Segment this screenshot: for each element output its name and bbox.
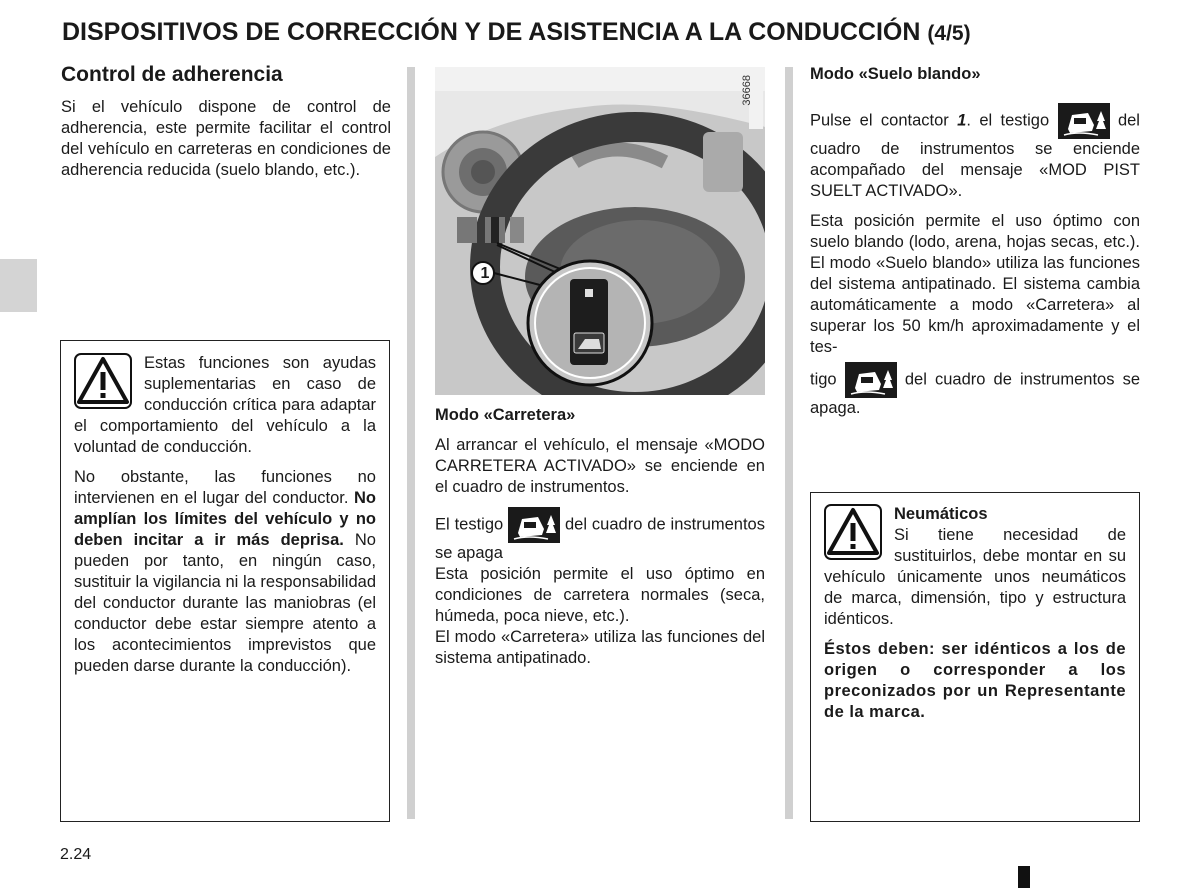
carretera-p3: Esta posición permite el uso óptimo en condiciones de carretera normales (seca, húmeda, poca nieve, etc.).	[435, 565, 765, 625]
carretera-p1: Al arrancar el vehículo, el mensaje «MODO CARRETERA ACTIVADO» se enciende en el cuadro de instrumentos.	[435, 436, 765, 496]
page-title	[62, 18, 1182, 47]
carretera-p4: El modo «Carretera» utiliza las funciones del sistema antipatinado.	[435, 628, 765, 667]
middle-text	[435, 405, 765, 678]
section-heading-carretera: Modo «Carretera»	[435, 406, 576, 424]
suelo-blando-p2: Esta posición permite el uso óptimo con suelo blando (lodo, arena, hojas secas, etc.). El modo «Suelo blando» utiliza las funciones del sistema antipatinado. El sistema cambia automáticamente a modo «Carretera» al superar los 50 km/h aproximadamente y el tes-	[810, 212, 1140, 356]
warning-box-right	[810, 492, 1140, 822]
suelo-blando-p3: tigo del cuadro de instrumentos se apaga.	[810, 362, 1140, 419]
warning-icon	[74, 353, 132, 409]
skid-control-warning-icon	[508, 507, 560, 543]
warning-left-p2: No obstante, las funciones no intervienen en el lugar del conductor. No amplían los límites del vehículo y no deben incitar a ir más deprisa. No pueden por tanto, en ningún caso, sustituir la vigilancia ni la responsabilidad del conductor durante las maniobras (el conductor debe estar siempre atento a los acontecimientos imprevistos que pueden darse durante la conducción).	[74, 468, 376, 675]
page-end-marker	[1018, 866, 1030, 888]
page-title-text: DISPOSITIVOS DE CORRECCIÓN Y DE ASISTENCIA A LA CONDUCCIÓN	[62, 18, 921, 46]
warning-box-left	[60, 340, 390, 822]
intro-paragraph: Si el vehículo dispone de control de adherencia, este permite facilitar el control del vehículo en carreteras en condiciones de adherencia reducida (suelo blando, etc.).	[61, 98, 391, 179]
steering-wheel-illustration	[435, 67, 765, 395]
column-separator-left	[407, 67, 415, 819]
chapter-tab	[0, 259, 37, 312]
warning-right-title: Neumáticos	[894, 505, 988, 523]
warning-right-p1: Si tiene necesidad de sustituirlos, debe montar en su vehículo únicamente unos neumáticos de marca, dimensión, tipo y estructura idénticos.	[824, 526, 1126, 628]
carretera-p2: El testigo del cuadro de instrumentos se apaga	[435, 507, 765, 564]
callout-number-1: 1	[480, 265, 490, 282]
skid-control-warning-icon	[1058, 103, 1110, 139]
suelo-blando-p1: Pulse el contactor 1. el testigo del cuadro de instrumentos se enciende acompañado del mensaje «MOD PIST SUELT ACTIVADO».	[810, 103, 1140, 202]
section-heading-adherencia: Control de adherencia	[61, 63, 283, 86]
right-text	[810, 64, 1140, 428]
warning-icon	[824, 504, 882, 560]
page-number: 2.24	[60, 846, 92, 863]
page-title-part: (4/5)	[927, 22, 971, 45]
warning-left-p1: Estas funciones son ayudas suplementarias en caso de conducción crítica para adaptar el comportamiento del vehículo a la voluntad de conducción.	[74, 354, 376, 456]
column-separator-right	[785, 67, 793, 819]
skid-control-warning-icon	[845, 362, 897, 398]
dashboard-photo	[435, 67, 765, 395]
warning-right-p2: Éstos deben: ser idénticos a los de origen o corresponder a los preconizados por un Representante de la marca.	[824, 640, 1126, 721]
photo-reference-number: 36668	[741, 75, 753, 106]
section-heading-suelo-blando: Modo «Suelo blando»	[810, 65, 981, 83]
